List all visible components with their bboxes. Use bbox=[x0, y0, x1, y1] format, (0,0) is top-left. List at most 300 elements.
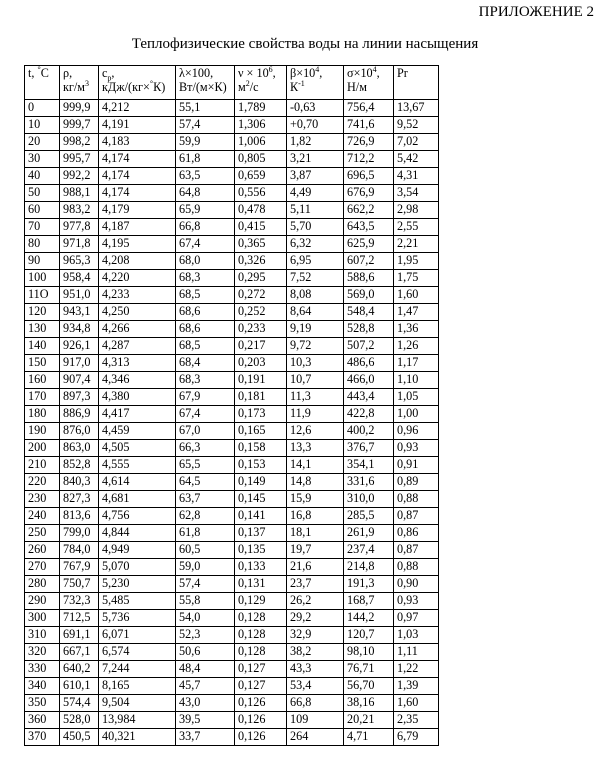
table-cell: 67,4 bbox=[176, 236, 235, 253]
table-cell: 237,4 bbox=[344, 542, 394, 559]
table-cell: 4,287 bbox=[99, 338, 176, 355]
table-cell: 70 bbox=[25, 219, 60, 236]
table-cell: 65,9 bbox=[176, 202, 235, 219]
column-header-text: β×10 bbox=[290, 66, 316, 80]
table-cell: 310 bbox=[25, 627, 60, 644]
table-cell: 0,181 bbox=[235, 389, 287, 406]
table-cell: 50 bbox=[25, 185, 60, 202]
properties-table bbox=[24, 65, 439, 746]
table-cell: 0,137 bbox=[235, 525, 287, 542]
table-cell: 5,736 bbox=[99, 610, 176, 627]
table-cell: 9,19 bbox=[287, 321, 344, 338]
table-cell: 0,659 bbox=[235, 168, 287, 185]
table-cell: 528,0 bbox=[60, 712, 99, 729]
table-cell: 0,87 bbox=[394, 508, 439, 525]
table-cell: 33,7 bbox=[176, 729, 235, 746]
table-cell: 280 bbox=[25, 576, 60, 593]
table-cell: 1,789 bbox=[235, 100, 287, 117]
table-row bbox=[25, 491, 439, 508]
table-cell: 999,9 bbox=[60, 100, 99, 117]
table-cell: 0,128 bbox=[235, 610, 287, 627]
column-header-text: , bbox=[111, 66, 115, 80]
table-cell: 0,93 bbox=[394, 593, 439, 610]
table-cell: 7,244 bbox=[99, 661, 176, 678]
table-cell: 0,478 bbox=[235, 202, 287, 219]
table-cell: 625,9 bbox=[344, 236, 394, 253]
table-cell: 270 bbox=[25, 559, 60, 576]
column-header-text: м bbox=[238, 80, 246, 94]
table-cell: 68,4 bbox=[176, 355, 235, 372]
table-cell: 4,174 bbox=[99, 168, 176, 185]
table-cell: 466,0 bbox=[344, 372, 394, 389]
table-cell: 3,21 bbox=[287, 151, 344, 168]
table-cell: 4,681 bbox=[99, 491, 176, 508]
table-cell: 320 bbox=[25, 644, 60, 661]
table-cell: 4,174 bbox=[99, 151, 176, 168]
table-cell: 54,0 bbox=[176, 610, 235, 627]
table-cell: 290 bbox=[25, 593, 60, 610]
table-row bbox=[25, 576, 439, 593]
column-header-text: Вт/(м×К) bbox=[179, 80, 227, 94]
table-cell: 4,313 bbox=[99, 355, 176, 372]
table-cell: 3,54 bbox=[394, 185, 439, 202]
table-cell: 360 bbox=[25, 712, 60, 729]
table-cell: 1,47 bbox=[394, 304, 439, 321]
table-row bbox=[25, 627, 439, 644]
table-cell: 971,8 bbox=[60, 236, 99, 253]
table-cell: 0,91 bbox=[394, 457, 439, 474]
table-cell: 4,195 bbox=[99, 236, 176, 253]
table-row bbox=[25, 372, 439, 389]
table-row bbox=[25, 474, 439, 491]
table-row bbox=[25, 661, 439, 678]
column-header-text: t, bbox=[28, 66, 38, 80]
table-row bbox=[25, 440, 439, 457]
column-header bbox=[344, 66, 394, 100]
table-row bbox=[25, 270, 439, 287]
table-cell: 13,67 bbox=[394, 100, 439, 117]
table-cell: 886,9 bbox=[60, 406, 99, 423]
table-cell: 63,7 bbox=[176, 491, 235, 508]
table-cell: 548,4 bbox=[344, 304, 394, 321]
table-cell: 965,3 bbox=[60, 253, 99, 270]
table-row bbox=[25, 644, 439, 661]
table-cell: 67,0 bbox=[176, 423, 235, 440]
table-cell: 443,4 bbox=[344, 389, 394, 406]
table-cell: 67,9 bbox=[176, 389, 235, 406]
table-cell: 852,8 bbox=[60, 457, 99, 474]
table-cell: 300 bbox=[25, 610, 60, 627]
table-row bbox=[25, 729, 439, 746]
table-cell: 32,9 bbox=[287, 627, 344, 644]
table-cell: 7,02 bbox=[394, 134, 439, 151]
table-cell: 1,03 bbox=[394, 627, 439, 644]
column-header-text: , bbox=[376, 66, 380, 80]
table-row bbox=[25, 678, 439, 695]
table-cell: 4,187 bbox=[99, 219, 176, 236]
table-cell: 16,8 bbox=[287, 508, 344, 525]
table-cell: 4,49 bbox=[287, 185, 344, 202]
column-header-text: p bbox=[107, 73, 112, 83]
table-cell: +0,70 bbox=[287, 117, 344, 134]
table-cell: 486,6 bbox=[344, 355, 394, 372]
column-header-text: 6 bbox=[268, 64, 273, 74]
column-header-text: λ×100, bbox=[179, 66, 214, 80]
table-cell: 0,97 bbox=[394, 610, 439, 627]
column-header-text: ° bbox=[37, 64, 41, 74]
table-cell: 200 bbox=[25, 440, 60, 457]
table-row bbox=[25, 202, 439, 219]
table-row bbox=[25, 559, 439, 576]
table-cell: 897,3 bbox=[60, 389, 99, 406]
table-cell: 65,5 bbox=[176, 457, 235, 474]
table-cell: 0,126 bbox=[235, 695, 287, 712]
column-header-text: Н/м bbox=[347, 80, 367, 94]
column-header-text: σ×10 bbox=[347, 66, 373, 80]
table-cell: 29,2 bbox=[287, 610, 344, 627]
table-cell: 11,3 bbox=[287, 389, 344, 406]
table-row bbox=[25, 525, 439, 542]
table-cell: 68,3 bbox=[176, 270, 235, 287]
table-cell: 988,1 bbox=[60, 185, 99, 202]
table-cell: 0 bbox=[25, 100, 60, 117]
table-header-row bbox=[25, 66, 439, 100]
table-cell: 0,165 bbox=[235, 423, 287, 440]
column-header-text: ν × 10 bbox=[238, 66, 269, 80]
table-cell: 67,4 bbox=[176, 406, 235, 423]
table-cell: 66,8 bbox=[176, 219, 235, 236]
table-cell: 0,128 bbox=[235, 627, 287, 644]
table-cell: 261,9 bbox=[344, 525, 394, 542]
table-cell: 150 bbox=[25, 355, 60, 372]
table-cell: 643,5 bbox=[344, 219, 394, 236]
table-cell: 50,6 bbox=[176, 644, 235, 661]
table-cell: 1,306 bbox=[235, 117, 287, 134]
table-cell: 691,1 bbox=[60, 627, 99, 644]
table-cell: 19,7 bbox=[287, 542, 344, 559]
table-cell: 4,220 bbox=[99, 270, 176, 287]
table-row bbox=[25, 406, 439, 423]
table-cell: 109 bbox=[287, 712, 344, 729]
table-cell: 1,006 bbox=[235, 134, 287, 151]
table-cell: 0,217 bbox=[235, 338, 287, 355]
table-cell: 68,5 bbox=[176, 287, 235, 304]
table-cell: 5,42 bbox=[394, 151, 439, 168]
table-cell: 712,2 bbox=[344, 151, 394, 168]
table-cell: 0,233 bbox=[235, 321, 287, 338]
table-cell: 120 bbox=[25, 304, 60, 321]
table-cell: 59,0 bbox=[176, 559, 235, 576]
table-cell: 1,60 bbox=[394, 287, 439, 304]
table-cell: 370 bbox=[25, 729, 60, 746]
table-cell: 0,88 bbox=[394, 559, 439, 576]
table-cell: 507,2 bbox=[344, 338, 394, 355]
table-cell: 40 bbox=[25, 168, 60, 185]
table-cell: 30 bbox=[25, 151, 60, 168]
table-cell: 4,844 bbox=[99, 525, 176, 542]
table-cell: 66,3 bbox=[176, 440, 235, 457]
table-cell: 64,8 bbox=[176, 185, 235, 202]
table-cell: 60,5 bbox=[176, 542, 235, 559]
table-cell: -0,63 bbox=[287, 100, 344, 117]
table-cell: 4,179 bbox=[99, 202, 176, 219]
table-cell: 4,614 bbox=[99, 474, 176, 491]
table-cell: 68,6 bbox=[176, 321, 235, 338]
table-cell: 240 bbox=[25, 508, 60, 525]
table-cell: 1,22 bbox=[394, 661, 439, 678]
table-cell: 0,805 bbox=[235, 151, 287, 168]
table-cell: 230 bbox=[25, 491, 60, 508]
table-cell: 0,96 bbox=[394, 423, 439, 440]
table-cell: 4,380 bbox=[99, 389, 176, 406]
table-cell: 8,08 bbox=[287, 287, 344, 304]
table-cell: 0,365 bbox=[235, 236, 287, 253]
table-cell: 20,21 bbox=[344, 712, 394, 729]
table-cell: 667,1 bbox=[60, 644, 99, 661]
table-cell: 4,346 bbox=[99, 372, 176, 389]
table-cell: 4,208 bbox=[99, 253, 176, 270]
table-cell: 6,574 bbox=[99, 644, 176, 661]
table-cell: 10,3 bbox=[287, 355, 344, 372]
table-row bbox=[25, 253, 439, 270]
column-header-text: -1 bbox=[298, 78, 305, 88]
table-cell: 0,89 bbox=[394, 474, 439, 491]
table-cell: 0,87 bbox=[394, 542, 439, 559]
column-header bbox=[60, 66, 99, 100]
column-header-text: К bbox=[290, 80, 299, 94]
table-cell: 1,36 bbox=[394, 321, 439, 338]
table-cell: 39,5 bbox=[176, 712, 235, 729]
table-cell: 8,165 bbox=[99, 678, 176, 695]
table-cell: 80 bbox=[25, 236, 60, 253]
table-cell: 1,05 bbox=[394, 389, 439, 406]
table-cell: 767,9 bbox=[60, 559, 99, 576]
table-cell: 180 bbox=[25, 406, 60, 423]
table-cell: 6,32 bbox=[287, 236, 344, 253]
table-cell: 14,8 bbox=[287, 474, 344, 491]
table-cell: 14,1 bbox=[287, 457, 344, 474]
table-cell: 4,756 bbox=[99, 508, 176, 525]
table-cell: 7,52 bbox=[287, 270, 344, 287]
table-cell: 9,504 bbox=[99, 695, 176, 712]
table-cell: 2,21 bbox=[394, 236, 439, 253]
table-cell: 4,555 bbox=[99, 457, 176, 474]
table-cell: 57,4 bbox=[176, 576, 235, 593]
table-cell: 100 bbox=[25, 270, 60, 287]
table-cell: 376,7 bbox=[344, 440, 394, 457]
table-cell: 340 bbox=[25, 678, 60, 695]
table-cell: 160 bbox=[25, 372, 60, 389]
table-cell: 170 bbox=[25, 389, 60, 406]
table-cell: 55,1 bbox=[176, 100, 235, 117]
table-body bbox=[25, 100, 439, 746]
appendix-label: ПРИЛОЖЕНИЕ 2 bbox=[478, 4, 594, 20]
table-cell: 943,1 bbox=[60, 304, 99, 321]
table-cell: 876,0 bbox=[60, 423, 99, 440]
table-cell: 0,173 bbox=[235, 406, 287, 423]
table-row bbox=[25, 321, 439, 338]
table-cell: 4,949 bbox=[99, 542, 176, 559]
table-cell: 52,3 bbox=[176, 627, 235, 644]
column-header-text: 3 bbox=[85, 78, 90, 88]
table-cell: 422,8 bbox=[344, 406, 394, 423]
table-cell: 0,131 bbox=[235, 576, 287, 593]
table-cell: 9,52 bbox=[394, 117, 439, 134]
table-cell: 331,6 bbox=[344, 474, 394, 491]
table-cell: 98,10 bbox=[344, 644, 394, 661]
table-cell: 1,39 bbox=[394, 678, 439, 695]
table-cell: 926,1 bbox=[60, 338, 99, 355]
table-cell: 569,0 bbox=[344, 287, 394, 304]
table-cell: 8,64 bbox=[287, 304, 344, 321]
table-cell: 38,16 bbox=[344, 695, 394, 712]
table-cell: 2,55 bbox=[394, 219, 439, 236]
column-header bbox=[235, 66, 287, 100]
column-header bbox=[99, 66, 176, 100]
table-cell: 68,6 bbox=[176, 304, 235, 321]
table-cell: 998,2 bbox=[60, 134, 99, 151]
table-cell: 5,485 bbox=[99, 593, 176, 610]
column-header-text: c bbox=[102, 66, 108, 80]
table-cell: 0,252 bbox=[235, 304, 287, 321]
table-cell: 285,5 bbox=[344, 508, 394, 525]
table-cell: 588,6 bbox=[344, 270, 394, 287]
table-cell: 4,459 bbox=[99, 423, 176, 440]
table-cell: 0,86 bbox=[394, 525, 439, 542]
table-cell: 55,8 bbox=[176, 593, 235, 610]
table-cell: 53,4 bbox=[287, 678, 344, 695]
table-cell: 11O bbox=[25, 287, 60, 304]
table-cell: 43,3 bbox=[287, 661, 344, 678]
table-cell: 15,9 bbox=[287, 491, 344, 508]
table-row bbox=[25, 712, 439, 729]
table-cell: 11,9 bbox=[287, 406, 344, 423]
column-header-text: 4 bbox=[372, 64, 377, 74]
table-cell: 168,7 bbox=[344, 593, 394, 610]
table-cell: 712,5 bbox=[60, 610, 99, 627]
column-header bbox=[25, 66, 60, 100]
table-cell: 917,0 bbox=[60, 355, 99, 372]
table-cell: 0,556 bbox=[235, 185, 287, 202]
table-cell: 12,6 bbox=[287, 423, 344, 440]
table-row bbox=[25, 219, 439, 236]
table-cell: 741,6 bbox=[344, 117, 394, 134]
table-cell: 2,35 bbox=[394, 712, 439, 729]
table-cell: 214,8 bbox=[344, 559, 394, 576]
table-cell: 4,250 bbox=[99, 304, 176, 321]
table-cell: 0,158 bbox=[235, 440, 287, 457]
table-cell: 0,133 bbox=[235, 559, 287, 576]
column-header-text: , bbox=[319, 66, 323, 80]
table-cell: 4,191 bbox=[99, 117, 176, 134]
table-cell: 1,95 bbox=[394, 253, 439, 270]
table-cell: 4,212 bbox=[99, 100, 176, 117]
table-cell: 9,72 bbox=[287, 338, 344, 355]
table-cell: 799,0 bbox=[60, 525, 99, 542]
table-cell: 992,2 bbox=[60, 168, 99, 185]
table-cell: 0,153 bbox=[235, 457, 287, 474]
table-cell: 0,90 bbox=[394, 576, 439, 593]
table-cell: 827,3 bbox=[60, 491, 99, 508]
table-cell: 68,5 bbox=[176, 338, 235, 355]
table-cell: 995,7 bbox=[60, 151, 99, 168]
table-cell: 0,127 bbox=[235, 678, 287, 695]
table-cell: 0,295 bbox=[235, 270, 287, 287]
table-cell: 640,2 bbox=[60, 661, 99, 678]
table-cell: 607,2 bbox=[344, 253, 394, 270]
table-row bbox=[25, 117, 439, 134]
column-header-text: Pr bbox=[397, 66, 408, 80]
table-cell: 750,7 bbox=[60, 576, 99, 593]
table-cell: 0,145 bbox=[235, 491, 287, 508]
table-row bbox=[25, 610, 439, 627]
column-header-text: , bbox=[272, 66, 276, 80]
column-header-text: /с bbox=[249, 80, 259, 94]
table-cell: 43,0 bbox=[176, 695, 235, 712]
table-cell: 999,7 bbox=[60, 117, 99, 134]
table-row bbox=[25, 355, 439, 372]
table-cell: 61,8 bbox=[176, 151, 235, 168]
table-cell: 0,203 bbox=[235, 355, 287, 372]
table-cell: 130 bbox=[25, 321, 60, 338]
table-cell: 977,8 bbox=[60, 219, 99, 236]
table-cell: 62,8 bbox=[176, 508, 235, 525]
table-row bbox=[25, 304, 439, 321]
table-cell: 756,4 bbox=[344, 100, 394, 117]
table-cell: 191,3 bbox=[344, 576, 394, 593]
table-cell: 48,4 bbox=[176, 661, 235, 678]
column-header-text: C bbox=[40, 66, 49, 80]
table-cell: 0,141 bbox=[235, 508, 287, 525]
table-cell: 5,11 bbox=[287, 202, 344, 219]
table-cell: 10 bbox=[25, 117, 60, 134]
table-cell: 90 bbox=[25, 253, 60, 270]
table-cell: 61,8 bbox=[176, 525, 235, 542]
table-cell: 4,233 bbox=[99, 287, 176, 304]
table-cell: 5,230 bbox=[99, 576, 176, 593]
table-row bbox=[25, 457, 439, 474]
table-cell: 18,1 bbox=[287, 525, 344, 542]
table-cell: 56,70 bbox=[344, 678, 394, 695]
table-cell: 68,0 bbox=[176, 253, 235, 270]
table-cell: 250 bbox=[25, 525, 60, 542]
table-cell: 1,26 bbox=[394, 338, 439, 355]
table-cell: 350 bbox=[25, 695, 60, 712]
table-cell: 0,191 bbox=[235, 372, 287, 389]
column-header bbox=[176, 66, 235, 100]
table-cell: 38,2 bbox=[287, 644, 344, 661]
table-cell: 4,71 bbox=[344, 729, 394, 746]
table-cell: 76,71 bbox=[344, 661, 394, 678]
column-header-text: К) bbox=[153, 80, 166, 94]
table-cell: 120,7 bbox=[344, 627, 394, 644]
table-cell: 934,8 bbox=[60, 321, 99, 338]
table-cell: 63,5 bbox=[176, 168, 235, 185]
table-row bbox=[25, 423, 439, 440]
table-cell: 0,126 bbox=[235, 729, 287, 746]
table-cell: 10,7 bbox=[287, 372, 344, 389]
table-cell: 4,266 bbox=[99, 321, 176, 338]
table-row bbox=[25, 542, 439, 559]
table-cell: 13,3 bbox=[287, 440, 344, 457]
table-cell: 951,0 bbox=[60, 287, 99, 304]
table-cell: 4,174 bbox=[99, 185, 176, 202]
table-row bbox=[25, 236, 439, 253]
table-row bbox=[25, 168, 439, 185]
column-header bbox=[394, 66, 439, 100]
table-cell: 59,9 bbox=[176, 134, 235, 151]
table-cell: 662,2 bbox=[344, 202, 394, 219]
